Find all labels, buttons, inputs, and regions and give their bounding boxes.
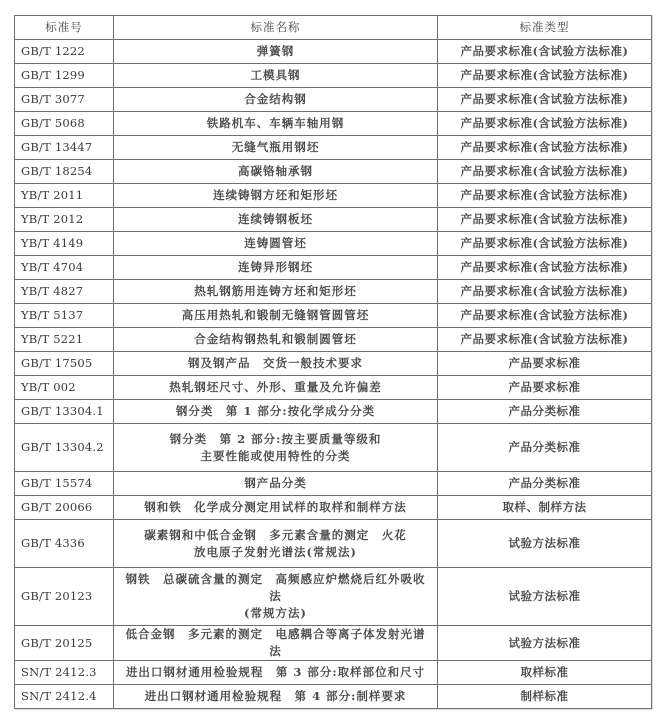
table-row — [15, 64, 652, 88]
standard-code-cell: GB/T 3077 — [15, 88, 114, 112]
standard-name-cell — [114, 520, 438, 568]
standard-name-line: 合金结构钢热轧和锻制圆管坯 — [194, 332, 357, 346]
standard-type-cell: 产品要求标准(含试验方法标准) — [438, 136, 652, 160]
table-row — [15, 376, 652, 400]
table-row — [15, 40, 652, 64]
standard-name-cell — [114, 424, 438, 472]
standard-name-line: 钢产品分类 — [244, 476, 307, 490]
standard-code-cell: GB/T 20123 — [15, 568, 114, 626]
standard-code-cell: YB/T 4704 — [15, 256, 114, 280]
table-row — [15, 112, 652, 136]
header-standard-name: 标准名称 — [114, 16, 438, 40]
standard-name-line: 放电原子发射光谱法(常规法) — [194, 544, 357, 559]
standard-code-cell: GB/T 1222 — [15, 40, 114, 64]
standard-name-line: 钢和铁 化学成分测定用试样的取样和制样方法 — [144, 500, 407, 514]
standard-code-cell: YB/T 2011 — [15, 184, 114, 208]
standard-type-cell: 产品要求标准(含试验方法标准) — [438, 256, 652, 280]
standard-name-cell — [114, 232, 438, 256]
standard-name-cell — [114, 304, 438, 328]
standard-type-cell: 产品要求标准(含试验方法标准) — [438, 304, 652, 328]
standard-code-cell: GB/T 20066 — [15, 496, 114, 520]
standard-code-cell: YB/T 2012 — [15, 208, 114, 232]
standard-code-cell: GB/T 13304.2 — [15, 424, 114, 472]
standard-name-line: 高压用热轧和锻制无缝钢管圆管坯 — [181, 308, 370, 322]
standard-code-cell: GB/T 17505 — [15, 352, 114, 376]
standard-name-cell — [114, 256, 438, 280]
standards-table — [14, 15, 652, 709]
standard-name-line: 进出口钢材通用检验规程 第 4 部分:制样要求 — [144, 689, 407, 703]
standard-type-cell: 产品要求标准(含试验方法标准) — [438, 40, 652, 64]
standard-type-cell: 产品要求标准 — [438, 376, 652, 400]
standard-name-cell — [114, 661, 438, 685]
standard-name-line: 热轧钢筋用连铸方坯和矩形坯 — [194, 284, 357, 298]
standard-type-cell: 试验方法标准 — [438, 568, 652, 626]
standard-code-cell: GB/T 20125 — [15, 626, 114, 661]
table-row — [15, 626, 652, 661]
standard-type-cell: 产品要求标准(含试验方法标准) — [438, 160, 652, 184]
standard-code-cell: GB/T 4336 — [15, 520, 114, 568]
table-row — [15, 208, 652, 232]
standard-name-line: 碳素钢和中低合金钢 多元素含量的测定 火花 — [144, 527, 407, 542]
standard-name-line: 钢分类 第 2 部分:按主要质量等级和 — [169, 431, 382, 446]
table-row — [15, 256, 652, 280]
table-row — [15, 280, 652, 304]
table-row — [15, 352, 652, 376]
standard-name-line: 钢铁 总碳硫含量的测定 高频感应炉燃烧后红外吸收法 — [125, 572, 426, 603]
standard-name-line: 钢分类 第 1 部分:按化学成分分类 — [175, 404, 376, 418]
standard-type-cell: 产品要求标准(含试验方法标准) — [438, 280, 652, 304]
standard-name-line: 工模具钢 — [250, 68, 301, 82]
standard-type-cell: 产品分类标准 — [438, 472, 652, 496]
table-row — [15, 184, 652, 208]
standard-name-line: 无缝气瓶用钢坯 — [231, 140, 320, 154]
standard-type-cell: 产品要求标准(含试验方法标准) — [438, 232, 652, 256]
standard-name-line: 进出口钢材通用检验规程 第 3 部分:取样部位和尺寸 — [125, 665, 426, 679]
standard-name-line: 连续铸钢方坯和矩形坯 — [213, 188, 338, 202]
standard-name-cell — [114, 88, 438, 112]
table-header-row — [15, 16, 652, 40]
standard-name-cell — [114, 496, 438, 520]
table-row — [15, 400, 652, 424]
table-row — [15, 520, 652, 568]
standard-name-cell — [114, 184, 438, 208]
table-row — [15, 661, 652, 685]
standard-code-cell: GB/T 15574 — [15, 472, 114, 496]
standard-type-cell: 试验方法标准 — [438, 520, 652, 568]
standard-name-cell — [114, 208, 438, 232]
standard-name-cell — [114, 160, 438, 184]
standard-name-line: 连铸异形钢坯 — [238, 260, 313, 274]
standard-name-line: 高碳铬轴承钢 — [238, 164, 313, 178]
standard-code-cell: YB/T 5221 — [15, 328, 114, 352]
standard-code-cell: SN/T 2412.3 — [15, 661, 114, 685]
standard-name-cell — [114, 328, 438, 352]
standard-name-cell — [114, 376, 438, 400]
standard-type-cell: 产品要求标准(含试验方法标准) — [438, 328, 652, 352]
standard-code-cell: GB/T 13304.1 — [15, 400, 114, 424]
standard-type-cell: 产品要求标准 — [438, 352, 652, 376]
standard-code-cell: YB/T 5137 — [15, 304, 114, 328]
standard-type-cell: 产品分类标准 — [438, 424, 652, 472]
standard-code-cell: GB/T 18254 — [15, 160, 114, 184]
header-standard-type: 标准类型 — [438, 16, 652, 40]
standard-type-cell: 试验方法标准 — [438, 626, 652, 661]
standard-code-cell: GB/T 13447 — [15, 136, 114, 160]
standard-name-cell — [114, 626, 438, 661]
table-row — [15, 328, 652, 352]
standard-code-cell: GB/T 1299 — [15, 64, 114, 88]
standard-code-cell: YB/T 002 — [15, 376, 114, 400]
standard-name-line: (常规方法) — [244, 606, 307, 620]
table-body — [15, 40, 652, 709]
table-row — [15, 304, 652, 328]
table-row — [15, 424, 652, 472]
table-row — [15, 685, 652, 709]
standard-type-cell: 取样、制样方法 — [438, 496, 652, 520]
standard-type-cell: 制样标准 — [438, 685, 652, 709]
table-row — [15, 160, 652, 184]
standard-name-line: 钢及钢产品 交货一般技术要求 — [188, 356, 363, 370]
standard-type-cell: 取样标准 — [438, 661, 652, 685]
standard-type-cell: 产品要求标准(含试验方法标准) — [438, 112, 652, 136]
table-row — [15, 568, 652, 626]
standard-name-line: 主要性能或使用特性的分类 — [200, 448, 351, 463]
standard-name-cell — [114, 352, 438, 376]
standard-name-line: 连铸圆管坯 — [244, 236, 307, 250]
standard-code-cell: YB/T 4827 — [15, 280, 114, 304]
table-row — [15, 496, 652, 520]
standard-name-cell — [114, 40, 438, 64]
table-row — [15, 472, 652, 496]
standard-type-cell: 产品要求标准(含试验方法标准) — [438, 208, 652, 232]
standard-type-cell: 产品要求标准(含试验方法标准) — [438, 64, 652, 88]
standard-name-cell — [114, 400, 438, 424]
standard-name-cell — [114, 64, 438, 88]
standard-type-cell: 产品分类标准 — [438, 400, 652, 424]
standard-type-cell: 产品要求标准(含试验方法标准) — [438, 88, 652, 112]
standard-code-cell: SN/T 2412.4 — [15, 685, 114, 709]
standard-name-cell — [114, 685, 438, 709]
header-standard-code: 标准号 — [15, 16, 114, 40]
standard-name-line: 热轧钢坯尺寸、外形、重量及允许偏差 — [169, 380, 382, 394]
standard-name-cell — [114, 280, 438, 304]
standard-name-line: 铁路机车、车辆车轴用钢 — [206, 116, 345, 130]
standard-code-cell: GB/T 5068 — [15, 112, 114, 136]
standard-name-line: 连续铸钢板坯 — [238, 212, 313, 226]
standard-name-cell — [114, 136, 438, 160]
standard-name-cell — [114, 112, 438, 136]
table-row — [15, 88, 652, 112]
standard-name-line: 低合金钢 多元素的测定 电感耦合等离子体发射光谱法 — [125, 627, 426, 658]
standard-name-line: 合金结构钢 — [244, 92, 307, 106]
table-row — [15, 136, 652, 160]
standard-type-cell: 产品要求标准(含试验方法标准) — [438, 184, 652, 208]
standard-name-line: 弹簧钢 — [256, 44, 295, 58]
standard-code-cell: YB/T 4149 — [15, 232, 114, 256]
standard-name-cell — [114, 472, 438, 496]
table-row — [15, 232, 652, 256]
standard-name-cell — [114, 568, 438, 626]
